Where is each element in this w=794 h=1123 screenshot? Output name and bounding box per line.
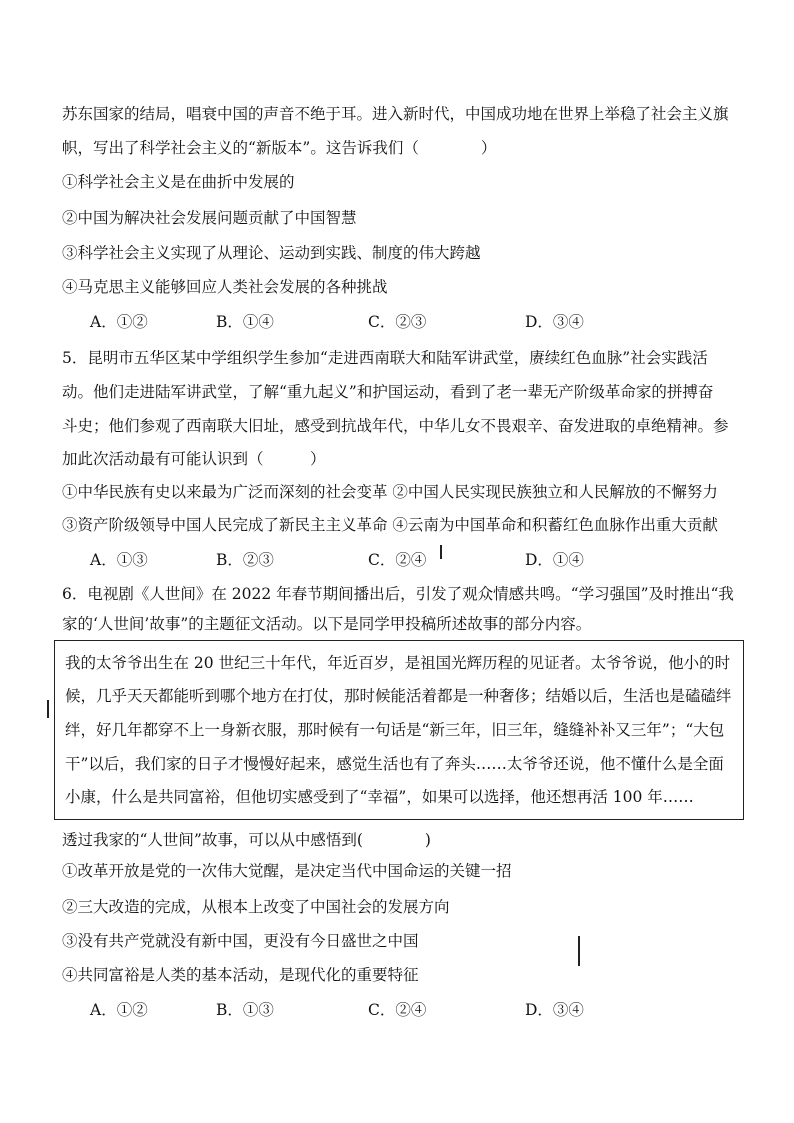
q5-option-d[interactable]: D．①④ xyxy=(525,551,584,569)
q6-material-line-3: 绊，好几年都穿不上一身新衣服，那时候有一句话是“新三年，旧三年，缝缝补补又三年”；“大包 xyxy=(65,721,725,739)
q6-options xyxy=(90,1000,710,1020)
q6-statement-3: ③没有共产党就没有新中国，更没有今日盛世之中国 xyxy=(62,932,419,950)
q4-statement-1: ①科学社会主义是在曲折中发展的 xyxy=(62,173,295,191)
q6-option-b[interactable]: B．①③ xyxy=(216,1001,274,1019)
q5-stem-3: 斗史；他们参观了西南联大旧址，感受到抗战年代，中华儿女不畏艰辛、奋发进取的卓绝精神。参 xyxy=(62,417,729,435)
q5-option-b[interactable]: B．②③ xyxy=(216,551,274,569)
scan-mark xyxy=(578,936,580,966)
q6-question: 透过我家的“人世间”故事，可以从中感悟到( ) xyxy=(62,831,431,849)
intro-line-1: 苏东国家的结局，唱衰中国的声音不绝于耳。进入新时代，中国成功地在世界上举稳了社会主义旗 xyxy=(62,105,729,123)
scan-mark xyxy=(440,545,442,559)
q4-statement-2: ②中国为解决社会发展问题贡献了中国智慧 xyxy=(62,209,357,227)
q4-option-c[interactable]: C．②③ xyxy=(368,313,427,331)
q6-statement-4: ④共同富裕是人类的基本活动，是现代化的重要特征 xyxy=(62,966,419,984)
q6-material-line-5: 小康，什么是共同富裕，但他切实感受到了“幸福”，如果可以选择，他还想再活 100 年…… xyxy=(65,788,694,806)
q5-statement-row-1: ①中华民族有史以来最为广泛而深刻的社会变革 ②中国人民实现民族独立和人民解放的不懈努力 xyxy=(62,483,718,501)
q6-option-c[interactable]: C．②④ xyxy=(368,1001,427,1019)
scan-mark xyxy=(47,700,49,718)
q5-stem-1: 5．昆明市五华区某中学组织学生参加“走进西南联大和陆军讲武堂，赓续红色血脉”社会实践活 xyxy=(62,349,708,367)
q6-material-box xyxy=(54,640,744,820)
q4-option-a[interactable]: A．①② xyxy=(90,313,148,331)
q5-stem-4: 加此次活动最有可能认识到（ ） xyxy=(62,450,326,468)
q5-option-c[interactable]: C．②④ xyxy=(368,551,427,569)
intro-line-2: 帜，写出了科学社会主义的“新版本”。这告诉我们（ ） xyxy=(62,139,497,157)
q6-material-line-1: 我的太爷爷出生在 20 世纪三十年代，年近百岁，是祖国光辉历程的见证者。太爷爷说，他小的时 xyxy=(65,654,731,672)
q4-statement-3: ③科学社会主义实现了从理论、运动到实践、制度的伟大跨越 xyxy=(62,244,481,262)
q5-options xyxy=(90,550,710,570)
q6-stem-2: 家的‘人世间’故事”的主题征文活动。以下是同学甲投稿所述故事的部分内容。 xyxy=(62,615,592,633)
q5-statement-row-2: ③资产阶级领导中国人民完成了新民主主义革命 ④云南为中国革命和积蓄红色血脉作出重大贡献 xyxy=(62,516,718,534)
q5-stem-2: 动。他们走进陆军讲武堂，了解“重九起义”和护国运动，看到了老一辈无产阶级革命家的拼搏奋 xyxy=(62,383,714,401)
q6-material-line-2: 候，几乎天天都能听到哪个地方在打仗，那时候能活着都是一种奢侈；结婚以后，生活也是磕磕绊 xyxy=(65,687,732,705)
q4-statement-4: ④马克思主义能够回应人类社会发展的各种挑战 xyxy=(62,278,388,296)
q4-option-b[interactable]: B．①④ xyxy=(216,313,274,331)
q6-option-d[interactable]: D．③④ xyxy=(525,1001,584,1019)
q6-statement-2: ②三大改造的完成，从根本上改变了中国社会的发展方向 xyxy=(62,898,450,916)
q6-material-line-4: 干”以后，我们家的日子才慢慢好起来，感觉生活也有了奔头……太爷爷还说，他不懂什么是全面 xyxy=(65,755,724,773)
q4-options xyxy=(90,312,710,332)
q6-option-a[interactable]: A．①② xyxy=(90,1001,148,1019)
q4-option-d[interactable]: D．③④ xyxy=(525,313,584,331)
q5-option-a[interactable]: A．①③ xyxy=(90,551,148,569)
q6-statement-1: ①改革开放是党的一次伟大觉醒，是决定当代中国命运的关键一招 xyxy=(62,862,512,880)
q6-stem-1: 6．电视剧《人世间》在 2022 年春节期间播出后，引发了观众情感共鸣。“学习强国”及时推出“我 xyxy=(62,585,734,603)
